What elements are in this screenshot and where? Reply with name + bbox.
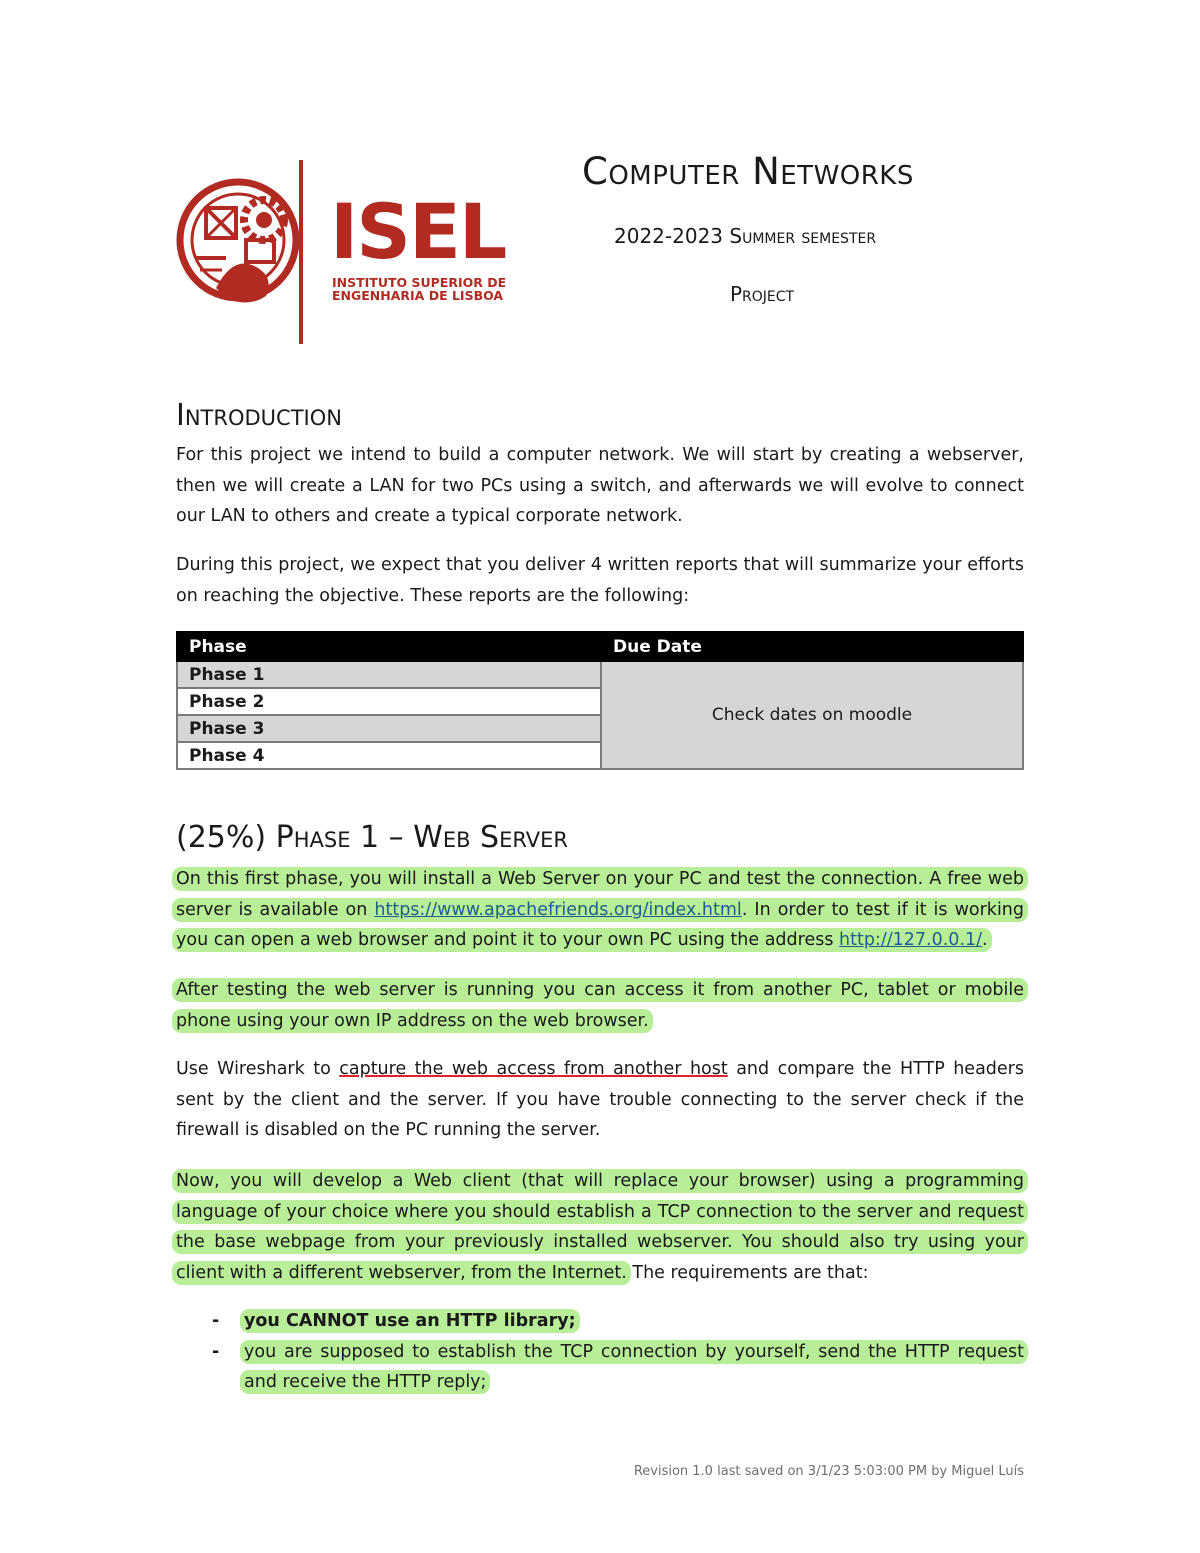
phase1-p3-text-a: Use Wireshark to (176, 1059, 340, 1079)
introduction-heading: Introduction (176, 398, 342, 433)
document-title: Computer Networks (582, 150, 914, 193)
requirements-list (176, 1306, 1024, 1398)
phase1-p1-text-b: . In order to test if it is working you can open a web browser and point it to your own PC using the address (176, 899, 1025, 950)
phase1-heading: (25%) Phase 1 – Web Server (176, 820, 569, 855)
bullet-dash: - (212, 1311, 220, 1331)
phase-cell-2: Phase 2 (177, 688, 601, 715)
document-subtitle: 2022-2023 Summer semester (614, 224, 877, 248)
requirement-2: you are supposed to establish the TCP connection by yourself, send the HTTP request and receive the HTTP reply; (240, 1340, 1028, 1395)
introduction-paragraph-1: For this project we intend to build a computer network. We will start by creating a webserver, then we will create a LAN for two PCs using a switch, and afterwards we will evolve to connect our LAN to others and create a typical corporate network. (176, 445, 1024, 526)
highlighted-text: After testing the web server is running you can access it from another PC, tablet or mobile phone using your own IP address on the web browser. (172, 978, 1028, 1033)
phase1-p4-rest: The requirements are that: (626, 1262, 869, 1283)
phases-table (176, 631, 1024, 770)
introduction-paragraph-2: During this project, we expect that you deliver 4 written reports that will summarize your efforts on reaching the objective. These reports are the following: (176, 555, 1024, 606)
revision-footer: Revision 1.0 last saved on 3/1/23 5:03:00 PM by Miguel Luís (633, 1464, 1024, 1479)
table-row (177, 661, 1023, 688)
phase1-paragraph-3 (176, 1054, 1024, 1146)
logo-subtitle (332, 276, 506, 302)
highlighted-text (172, 867, 1028, 952)
document-type: Project (730, 282, 795, 306)
phase-cell-3: Phase 3 (177, 715, 601, 742)
logo-sub-line1: INSTITUTO SUPERIOR DE (332, 275, 507, 290)
logo-wordmark: ISEL (330, 187, 506, 276)
localhost-link[interactable]: http://127.0.0.1/ (839, 930, 983, 950)
phase-cell-4: Phase 4 (177, 742, 601, 769)
table-header-row (177, 632, 1023, 661)
phase1-p1-text-c: . (982, 930, 988, 950)
list-item (176, 1306, 1024, 1337)
requirement-1: you CANNOT use an HTTP library; (240, 1309, 580, 1333)
apachefriends-link[interactable]: https://www.apachefriends.org/index.html (374, 899, 742, 920)
underlined-phrase: capture the web access from another host (339, 1059, 728, 1079)
bullet-dash: - (212, 1341, 220, 1362)
isel-logo (176, 158, 506, 348)
phase1-paragraph-2 (176, 975, 1024, 1036)
highlighted-text: Now, you will develop a Web client (that will replace your browser) using a programming language of your choice where you should establish a TCP connection to the server and request the base webpage from your previously installed webserver. You should also try using your client with a different webserver, from the Internet. (172, 1169, 1028, 1285)
list-item (176, 1337, 1024, 1398)
column-header-phase: Phase (177, 632, 601, 661)
column-header-due-date: Due Date (601, 632, 1023, 661)
phase1-paragraph-1 (176, 864, 1024, 956)
due-date-cell: Check dates on moodle (601, 661, 1023, 769)
phase1-paragraph-4 (176, 1166, 1024, 1288)
logo-sub-line2: ENGENHARIA DE LISBOA (332, 288, 504, 303)
phase1-p1-text-a: On this first phase, you will install a Web Server on your PC and test the connection. A free web server is available on (176, 869, 1024, 920)
phase-cell-1: Phase 1 (177, 661, 601, 688)
phase1-p3-text-b: and compare the HTTP headers sent by the client and the server. If you have trouble connecting to the server check if the firewall is disabled on the PC running the server. (176, 1059, 1024, 1140)
